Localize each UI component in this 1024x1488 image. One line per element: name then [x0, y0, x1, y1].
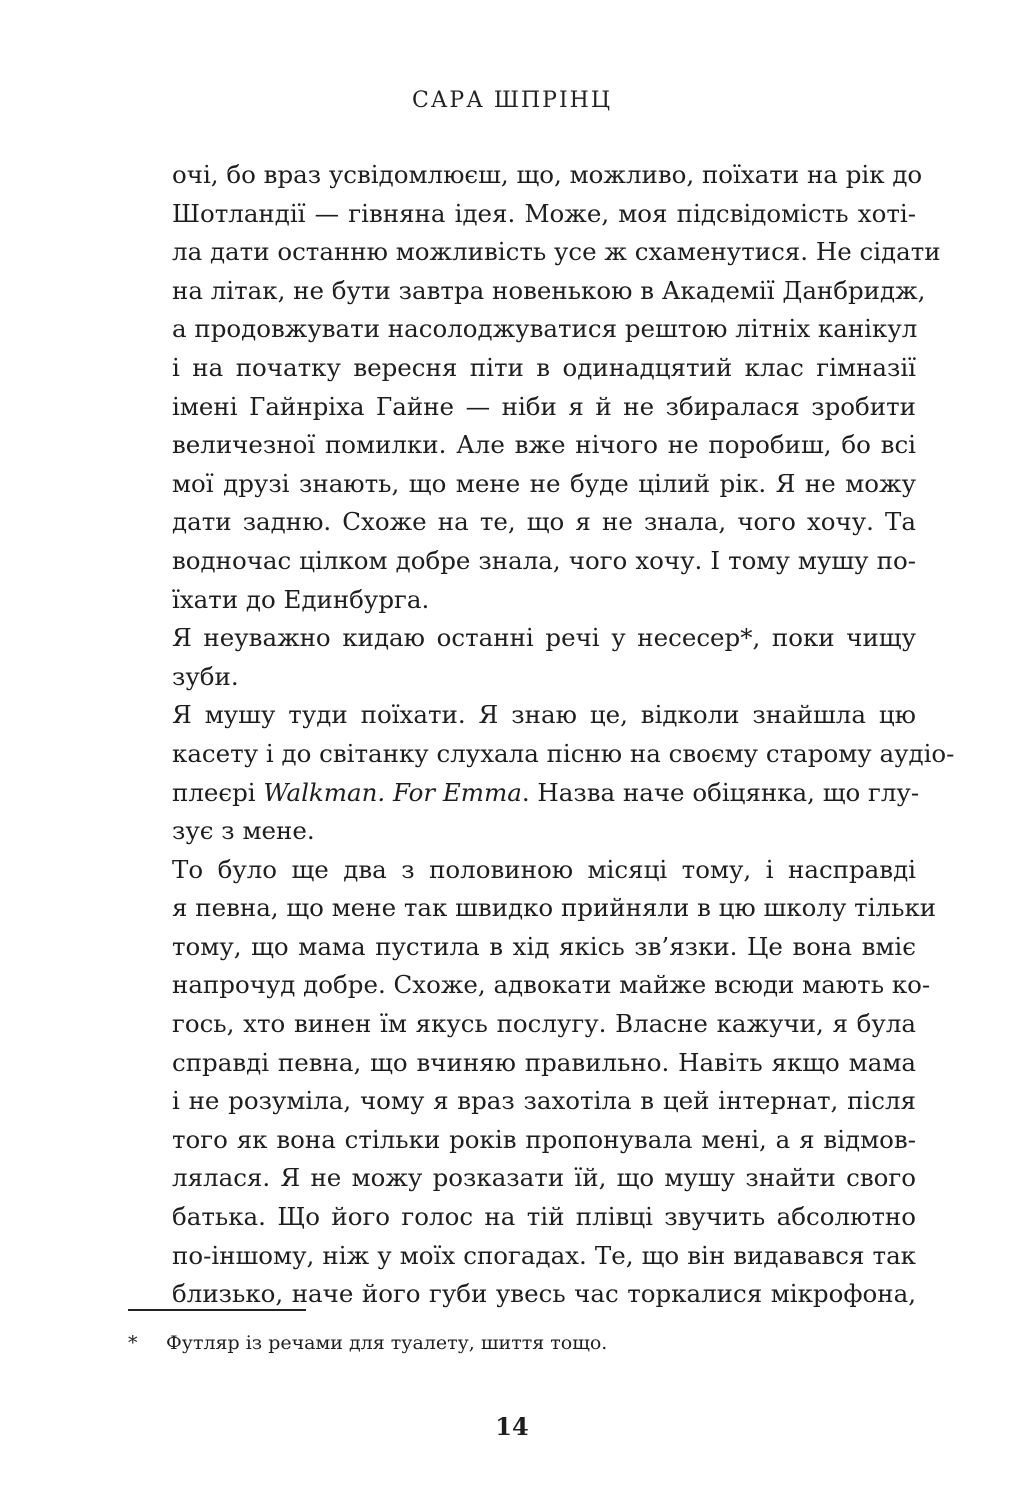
text-fragment: плеєрі [172, 777, 264, 807]
text-line: Шотландії — гівняна ідея. Може, моя підсвідомість хоті- [172, 198, 916, 228]
footnote-mark: * [128, 1332, 138, 1354]
text-line: водночас цілком добре знала, чого хочу. І тому мушу по- [172, 545, 916, 575]
text-line: справді певна, що вчиняю правильно. Навіть якщо мама [172, 1047, 916, 1077]
text-line: імені Гайнріха Гайне — ніби я й не збиралася зробити [172, 391, 916, 421]
text-line: батька. Що його голос на тій плівці звучить абсолютно [172, 1202, 916, 1232]
song-title: Walkman. For Emma [263, 777, 522, 807]
text-line: і на початку вересня піти в одинадцятий клас гімназії [172, 352, 916, 382]
text-line: їхати до Единбурга. [172, 584, 430, 614]
footnote [128, 1331, 888, 1355]
text-line: того як вона стільки років пропонувала мені, а я відмов- [172, 1124, 916, 1154]
text-line: Я неуважно кидаю останні речі у несесер*, поки чищу [172, 623, 916, 653]
text-line: і не розуміла, чому я враз захотіла в цей інтернат, після [172, 1086, 916, 1116]
text-line: дати задню. Схоже на те, що я не знала, чого хочу. Та [172, 507, 916, 537]
text-line: очі, бо враз усвідомлюєш, що, можливо, поїхати на рік до [172, 160, 923, 189]
running-title: САРА ШПРІНЦ [411, 88, 613, 113]
text-line: я певна, що мене так швидко прийняли в цю школу тільки [172, 893, 937, 923]
text-fragment: . Назва наче обіцянка, що глу- [521, 777, 920, 807]
text-line: близько, наче його губи увесь час торкалися мікрофона, [172, 1279, 916, 1309]
footnote-divider [128, 1309, 306, 1311]
text-line: мої друзі знають, що мене не буде цілий рік. Я не можу [172, 468, 916, 498]
text-line: лялася. Я не можу розказати їй, що мушу знайти свого [172, 1163, 916, 1193]
text-line: зує з мене. [172, 816, 315, 846]
text-line: ла дати останню можливість усе ж схаменутися. Не сідати [172, 237, 941, 267]
page-number: 14 [495, 1412, 529, 1441]
text-line: Я мушу туди поїхати. Я знаю це, відколи знайшла цю [172, 700, 916, 730]
paragraph-2 [172, 619, 916, 696]
text-line: напрочуд добре. Схоже, адвокати майже всюди мають ко- [172, 970, 931, 1000]
text-line [172, 774, 920, 813]
text-line: а продовжувати насолоджуватися рештою літніх канікул [172, 314, 918, 344]
text-line: зуби. [172, 661, 239, 691]
text-line: величезної помилки. Але вже нічого не поробиш, бо всі [172, 430, 916, 460]
text-line: гось, хто винен їм якусь послугу. Власне кажучи, я була [172, 1009, 916, 1039]
text-line: по-іншому, ніж у моїх спогадах. Те, що він видавався так [172, 1240, 916, 1270]
text-line: тому, що мама пустила в хід якісь зв’язки. Це вона вміє [172, 931, 916, 961]
paragraph-1 [172, 156, 941, 619]
body-text [172, 156, 955, 1314]
text-line: на літак, не бути завтра новенькою в Академії Данбридж, [172, 275, 926, 305]
text-line: касету і до світанку слухала пісню на своєму старому аудіо- [172, 738, 955, 768]
paragraph-3 [172, 696, 955, 850]
text-line: То було ще два з половиною місяці тому, і насправді [172, 854, 916, 884]
footnote-text: Футляр із речами для туалету, шиття тощо. [166, 1332, 608, 1354]
paragraph-4 [172, 851, 937, 1314]
